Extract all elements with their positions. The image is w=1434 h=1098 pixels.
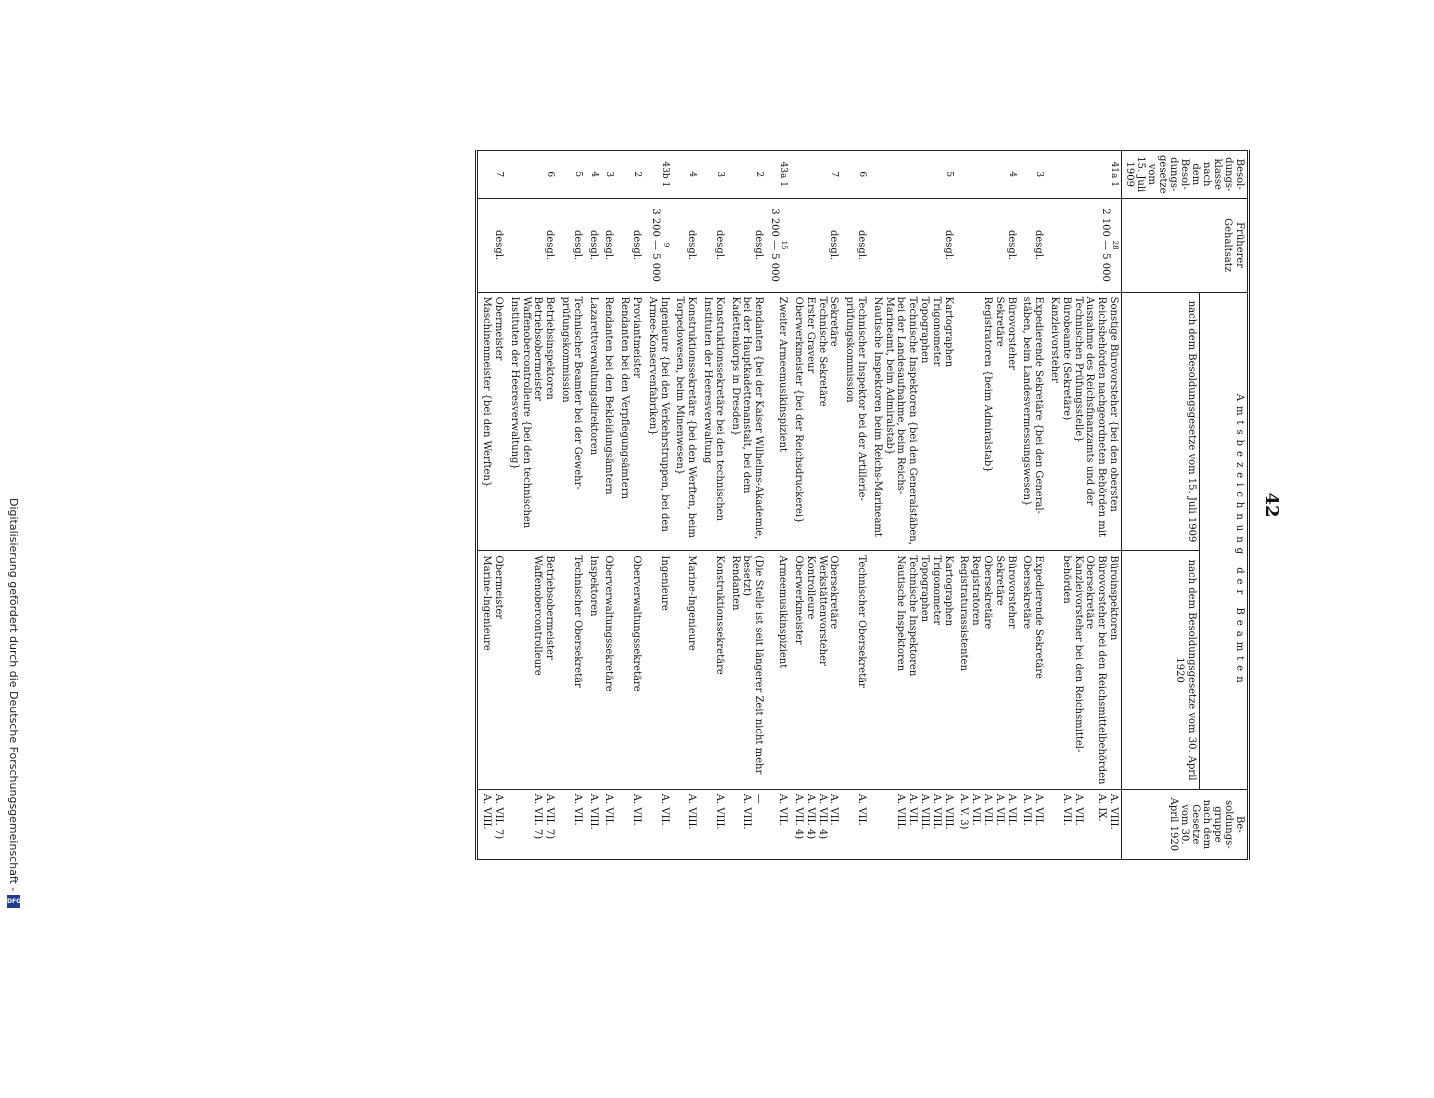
row-title-1909: Sekretäre Technische Sekretäre Erster Graveur Oberwerkmeister {bei der Reichsdruckerei}: [790, 292, 841, 551]
row-salary-group: A. VIII.: [672, 789, 700, 859]
row-class-number: 43a 1: [766, 151, 790, 199]
table-row: [477, 151, 506, 860]
row-salary-group: A. VIII.: [699, 789, 727, 859]
page-number: 42: [1261, 492, 1282, 518]
rotated-page: [110, 150, 1290, 860]
salary-value: 3 200 — 5 000: [769, 208, 781, 282]
salary-note: 15: [780, 240, 789, 250]
row-salary-group: A. VIII. A. VIII. A. VIII. A. VII. A. VIII.: [869, 789, 956, 859]
row-class-number: 7: [477, 151, 506, 199]
row-salary: desgl.: [601, 198, 617, 292]
row-salary-group: A. VII.: [557, 789, 585, 859]
row-salary: [644, 198, 672, 292]
row-title-1909: Expedierende Sekretäre {bei den Generalstäben, beim Landesvermessungswesen}: [1019, 292, 1047, 551]
table-row: [557, 151, 585, 860]
header-besoldungsgruppe: Besoldungsgruppe nach dem Gesetze vom 30. April 1920: [1122, 789, 1249, 859]
table-row: [699, 151, 727, 860]
table-row: [1019, 151, 1047, 860]
row-salary: desgl.: [869, 198, 956, 292]
row-salary-group: A. VIII.: [585, 789, 601, 859]
row-salary: desgl.: [841, 198, 869, 292]
row-title-1909: Konstruktionssekretäre bei den technischen Instituten der Heeresverwaltung: [699, 292, 727, 551]
row-title-1920: Betriebsobermeister Waffenobercontrolleure: [506, 551, 557, 789]
row-title-1909: Kartographen Trigonometer Topographen Technische Inspektoren {bei den Generalstäben, bei der Landesaufnahme, beim Reichs-Marineamt, beim Admiralstab} Nautische Inspektoren beim Reichs-Marineamt: [869, 292, 956, 551]
digitization-note: [6, 498, 22, 1098]
table-row: [616, 151, 644, 860]
row-salary: desgl.: [616, 198, 644, 292]
row-title-1920: Ingenieure: [644, 551, 672, 789]
row-salary-group: A. VII.: [601, 789, 617, 859]
digitization-note-text: Digitalisierung gefördert durch die Deutsche Forschungsgemeinschaft -: [7, 498, 21, 892]
row-salary: desgl.: [557, 198, 585, 292]
row-title-1909: Rendanten {bei der Kaiser Wilhelms-Akademie, bei der Hauptkadettenanstalt, bei dem Kadettenkorps in Dresden}: [727, 292, 766, 551]
row-title-1920: Büroinspektoren Bürovorsteher bei den Reichsmittelbehörden Obersekretäre Kanzleivorsteher bei den Reichsmittelbehörden: [1046, 551, 1121, 789]
row-title-1920: Marine-Ingenieure: [672, 551, 700, 789]
row-title-1920: Obermeister Marine-Ingenieure: [477, 551, 506, 789]
table-row: [766, 151, 790, 860]
row-class-number: 4: [672, 151, 700, 199]
row-class-number: 4: [585, 151, 601, 199]
row-title-1920: Inspektoren: [585, 551, 601, 789]
row-title-1909: Obermeister Maschinenmeister {bei den Werften}: [477, 292, 506, 551]
salary-note: 28: [1111, 240, 1119, 250]
row-class-number: 41a 1: [1046, 151, 1121, 199]
row-class-number: 2: [727, 151, 766, 199]
salary-value: 2 100 — 5 000: [1099, 208, 1111, 282]
salary-note: 9: [661, 242, 670, 248]
table-row: [841, 151, 869, 860]
row-title-1909: Lazarettverwaltungsdirektoren: [585, 292, 601, 551]
row-title-1920: Oberverwaltungssekretäre: [601, 551, 617, 789]
table-row: [672, 151, 700, 860]
table-row: [1046, 151, 1121, 860]
row-salary-group: A. VII. A. VII.: [1019, 789, 1047, 859]
row-class-number: 3: [601, 151, 617, 199]
header-amtsbezeichnung: Amtsbezeichnung der Beamten: [1200, 292, 1249, 789]
row-salary: desgl.: [790, 198, 841, 292]
table-row: [644, 151, 672, 860]
row-salary-group: A. VII. 7) A. VIII.: [477, 789, 506, 859]
table-row: [869, 151, 956, 860]
row-class-number: 6: [841, 151, 869, 199]
row-salary: desgl.: [1019, 198, 1047, 292]
row-salary: [766, 198, 790, 292]
row-salary-group: A. VII. A. VII. A. VII. A. VII. A. V. 3): [956, 789, 1019, 859]
row-title-1920: Expedierende Sekretäre Obersekretäre: [1019, 551, 1047, 789]
row-class-number: 3: [699, 151, 727, 199]
row-salary: desgl.: [585, 198, 601, 292]
row-class-number: 43b 1: [644, 151, 672, 199]
row-title-1920: Kartographen Trigonometer Topographen Technische Inspektoren Nautische Inspektoren: [869, 551, 956, 789]
row-salary-group: A. VII. 7) A. VII. 7): [506, 789, 557, 859]
row-title-1909: Rendanten bei den Bekleidungsämtern: [601, 292, 617, 551]
row-title-1909: Konstruktionssekretäre {bei den Werften, beim Torpedowesen, beim Minenwesen}: [672, 292, 700, 551]
row-title-1920: Obersekretäre Werkstättenvorsteher Kontrolleure Oberwerkmeister: [790, 551, 841, 789]
row-salary: desgl.: [477, 198, 506, 292]
row-class-number: 4: [956, 151, 1019, 199]
row-salary: [1046, 198, 1121, 292]
header-old-law: nach dem Besoldungsgesetze vom 15. Juli 1909: [1122, 292, 1200, 551]
row-salary-group: A. VIII. A. IX. A. VII. A. VII.: [1046, 789, 1121, 859]
row-class-number: 5: [869, 151, 956, 199]
row-salary: desgl.: [672, 198, 700, 292]
table-row: [956, 151, 1019, 860]
row-title-1909: Zweiter Armeemusikinspizient: [766, 292, 790, 551]
row-salary: desgl.: [699, 198, 727, 292]
row-class-number: 2: [616, 151, 644, 199]
row-class-number: 7: [790, 151, 841, 199]
row-title-1909: Bürovorsteher Sekretäre Registratoren {beim Admiralstab}: [956, 292, 1019, 551]
dfg-logo: DFG: [8, 895, 21, 908]
row-title-1920: Bürovorsteher Sekretäre Obersekretäre Registratoren Registraturassistenten: [956, 551, 1019, 789]
row-class-number: 3: [1019, 151, 1047, 199]
row-salary-group: — A. VIII.: [727, 789, 766, 859]
row-title-1920: Konstruktionssekretäre: [699, 551, 727, 789]
row-salary-group: A. VII.: [616, 789, 644, 859]
row-salary: desgl.: [956, 198, 1019, 292]
table-row: [506, 151, 557, 860]
salary-table: [476, 150, 1251, 860]
row-title-1909: Technischer Inspektor bei der Artillerieprüfungskommission: [841, 292, 869, 551]
row-title-1920: Oberverwaltungssekretäre: [616, 551, 644, 789]
row-title-1909: Sonstige Bürovorsteher {bei den obersten Reichsbehörden nachgeordneten Behörden mit Ausnahme des Reichsfinanzamts und der Technischen Prüfungsstelle} Bürobeamte (Sekretäre) Kanzleivorsteher: [1046, 292, 1121, 551]
row-title-1909: Technischer Beamter bei der Gewehrprüfungskommission: [557, 292, 585, 551]
row-salary: desgl.: [727, 198, 766, 292]
table-row: [790, 151, 841, 860]
header-gehaltsatz: Früherer Gehaltsatz: [1122, 198, 1249, 292]
row-salary: desgl.: [506, 198, 557, 292]
header-new-law: nach dem Besoldungsgesetze vom 30. April 1920: [1122, 551, 1200, 789]
table-row: [585, 151, 601, 860]
row-salary-group: A. VII.: [644, 789, 672, 859]
row-salary-group: A. VII.: [841, 789, 869, 859]
row-title-1920: (Die Stelle ist seit längerer Zeit nicht mehr besetzt) Rendanten: [727, 551, 766, 789]
row-salary-group: A. VII.: [766, 789, 790, 859]
table-row: [601, 151, 617, 860]
row-title-1920: Technischer Obersekretär: [841, 551, 869, 789]
row-title-1909: Ingenieure {bei den Verkehrstruppen, bei den Armee-Konservenfabriken}: [644, 292, 672, 551]
row-title-1920: Technischer Obersekretär: [557, 551, 585, 789]
row-title-1909: Betriebsinspektoren Betriebsobermeister Waffenobercontrolleure {bei den technischen Instituten der Heeresverwaltung}: [506, 292, 557, 551]
row-title-1909: Proviantmeister Rendanten bei den Verpflegungsämtern: [616, 292, 644, 551]
salary-value: 3 200 — 5 000: [650, 208, 662, 282]
table-row: [727, 151, 766, 860]
row-title-1920: Armeemusikinspizient: [766, 551, 790, 789]
row-class-number: 5: [557, 151, 585, 199]
row-salary-group: A. VII. A. VII. 4) A. VII. 4) A. VII. 4): [790, 789, 841, 859]
header-besoldungsklasse: Besoldungsklasse nach dem Besoldungsgesetze vom 15. Juli 1909: [1122, 151, 1249, 199]
row-class-number: 6: [506, 151, 557, 199]
